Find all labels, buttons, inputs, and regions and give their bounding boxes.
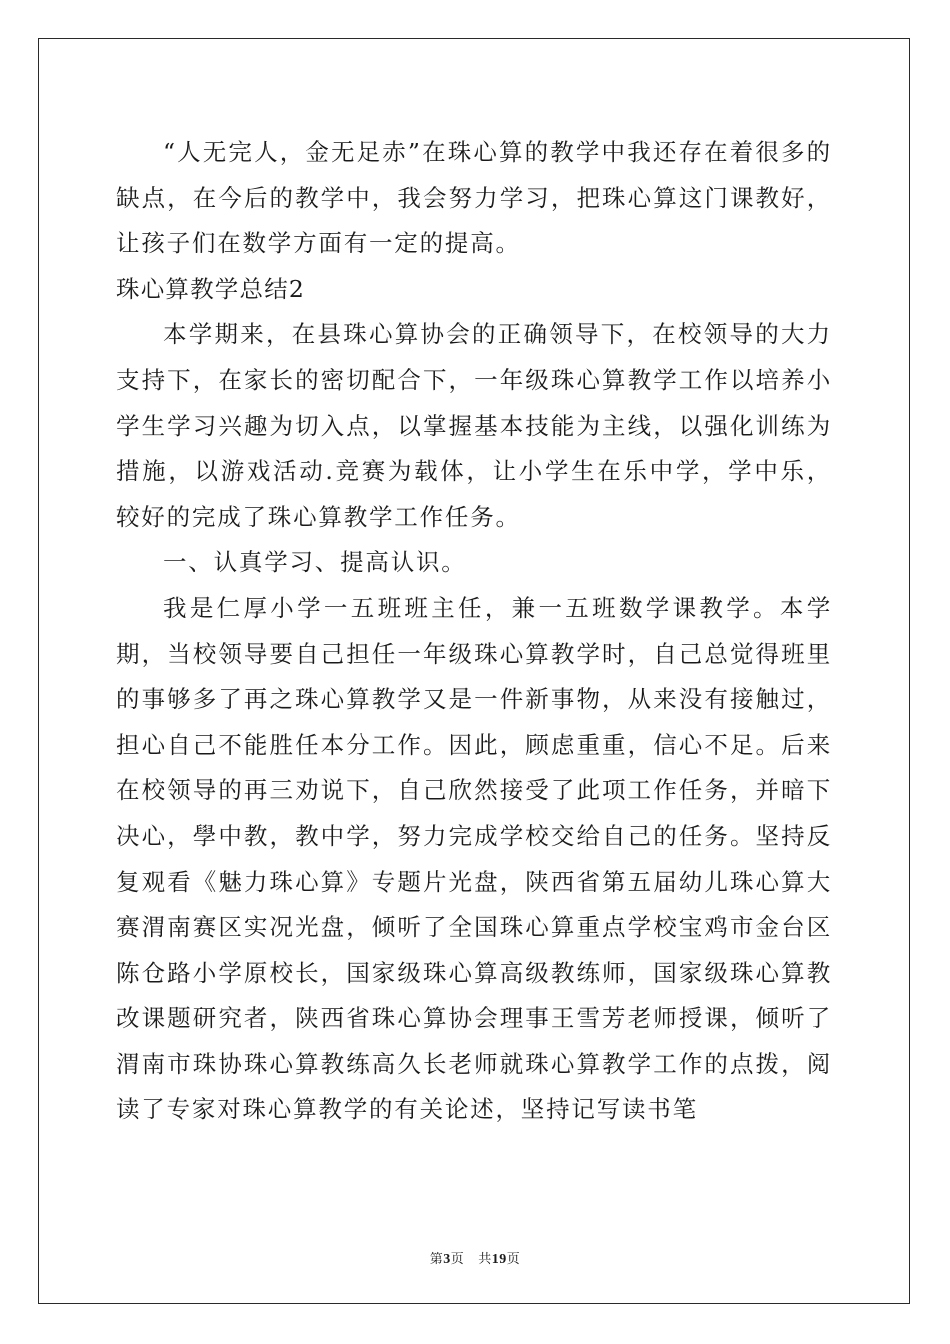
section-title: 珠心算教学总结2 [116, 274, 306, 303]
document-body [116, 130, 832, 1133]
paragraph-2: 本学期来，在县珠心算协会的正确领导下，在校领导的大力支持下，在家长的密切配合下，一年级珠心算教学工作以培养小学生学习兴趣为切入点，以掌握基本技能为主线，以强化训练为措施，以游戏活动.竞赛为载体，让小学生在乐中学，学中乐，较好的完成了珠心算教学工作任务。 [116, 320, 832, 531]
section-heading-1: 一、认真学习、提高认识。 [163, 548, 467, 577]
page-footer [0, 1248, 950, 1268]
page-number: 第3页 [429, 1252, 465, 1267]
page-total: 共19页 [478, 1252, 521, 1267]
paragraph-1: “人无完人，金无足赤”在珠心算的教学中我还存在着很多的缺点，在今后的教学中，我会努力学习，把珠心算这门课教好，让孩子们在数学方面有一定的提高。 [116, 138, 832, 258]
paragraph-3: 我是仁厚小学一五班班主任，兼一五班数学课教学。本学期，当校领导要自己担任一年级珠心算教学时，自己总觉得班里的事够多了再之珠心算教学又是一件新事物，从来没有接触过，担心自己不能胜任本分工作。因此，顾虑重重，信心不足。后来在校领导的再三劝说下，自己欣然接受了此项工作任务，并暗下决心，學中教，教中学，努力完成学校交给自己的任务。坚持反复观看《魅力珠心算》专题片光盘，陕西省第五届幼儿珠心算大赛渭南赛区实况光盘，倾听了全国珠心算重点学校宝鸡市金台区陈仓路小学原校长，国家级珠心算高级教练师，国家级珠心算教改课题研究者，陕西省珠心算协会理事王雪芳老师授课，倾听了渭南市珠协珠心算教练高久长老师就珠心算教学工作的点拨，阅读了专家对珠心算教学的有关论述，坚持记写读书笔 [116, 593, 832, 1124]
